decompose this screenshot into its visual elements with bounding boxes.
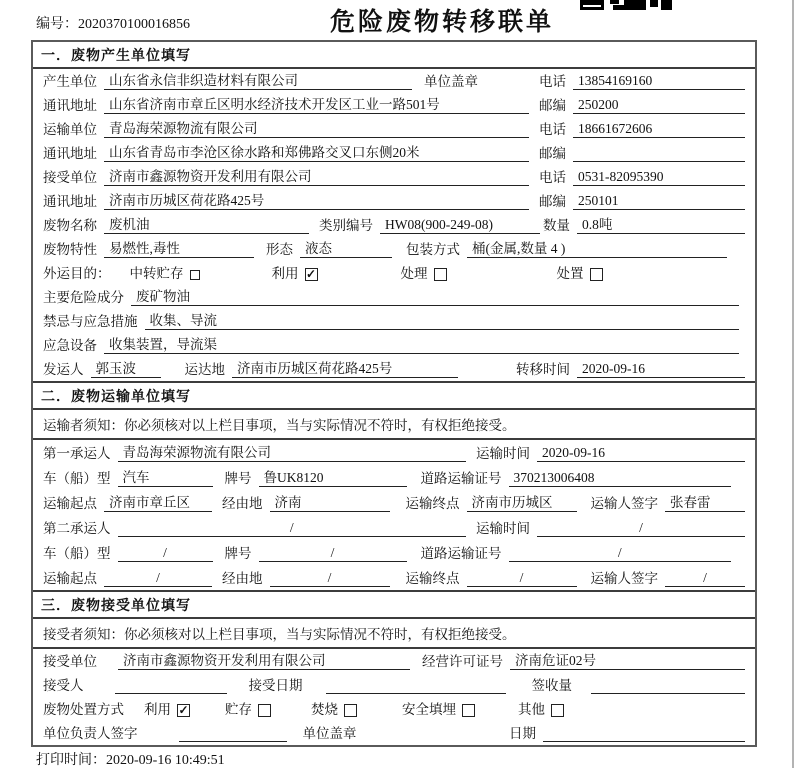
head-signature-label: 单位负责人签字 [43, 726, 138, 742]
receiver-phone-label: 电话 [539, 170, 566, 186]
emergency-equipment-row [33, 333, 755, 357]
disposal-method-label: 废物处置方式 [43, 702, 124, 718]
receiver-date-label: 日期 [509, 726, 536, 742]
emergency-measures-row [33, 309, 755, 333]
print-time-value: 2020-09-16 10:49:51 [106, 753, 225, 768]
quantity-label: 数量 [543, 218, 570, 234]
transporter-phone-label: 电话 [539, 122, 566, 138]
plate2-label: 牌号 [224, 546, 252, 562]
destination-value: 济南市历城区荷花路425号 [232, 361, 458, 378]
producer-zip-value: 250200 [573, 97, 745, 114]
transfer-time-label: 转移时间 [516, 362, 570, 378]
vehicle-type1-label: 车（船）型 [43, 471, 111, 487]
hazard-component-value: 废矿物油 [131, 289, 739, 306]
origin2-value: / [104, 570, 212, 587]
first-carrier-value: 青岛海荣源物流有限公司 [118, 445, 467, 462]
unit-seal-label: 单位盖章 [424, 74, 478, 90]
producer-address-label: 通讯地址 [43, 98, 97, 114]
receiver-zip-label: 邮编 [539, 194, 566, 210]
transfer-time-value: 2020-09-16 [577, 361, 745, 378]
via1-label: 经由地 [222, 496, 263, 512]
carrier-sign1-value: 张春雷 [665, 495, 745, 512]
road-permit1-value: 370213006408 [509, 470, 732, 487]
waste-character-label: 废物特性 [43, 242, 97, 258]
packing-value: 桶(金属,数量 4 ) [467, 241, 727, 258]
transporter-address-value: 山东省青岛市李沧区徐水路和郑佛路交叉口东侧20米 [104, 145, 529, 162]
section-receiver-header: 三．废物接受单位填写 [33, 592, 755, 619]
purpose-label: 外运目的： [43, 266, 111, 282]
end1-label: 运输终点 [405, 496, 460, 512]
emergency-measures-label: 禁忌与应急措施 [43, 314, 138, 330]
receiver-zip-value: 250101 [573, 193, 745, 210]
transport-time2-value: / [537, 520, 745, 537]
waste-character-row [33, 237, 755, 261]
license-value: 济南危证02号 [510, 653, 745, 670]
hazard-component-label: 主要危险成分 [43, 290, 124, 306]
producer-zip-label: 邮编 [539, 98, 566, 114]
second-carrier-value: / [118, 520, 467, 537]
unchecked-checkbox-icon [344, 704, 357, 717]
section-producer-header: 一．废物产生单位填写 [33, 42, 755, 69]
received-qty-label: 签收量 [531, 678, 572, 694]
route2-row [33, 565, 755, 590]
vehicle1-row [33, 465, 755, 490]
vehicle2-row [33, 540, 755, 565]
transporter-label: 运输单位 [43, 122, 97, 138]
emergency-measures-value: 收集、导流 [145, 313, 740, 330]
print-time-label: 打印时间： [36, 753, 106, 768]
receiver-seal-label: 单位盖章 [302, 726, 357, 742]
second-carrier-label: 第二承运人 [43, 521, 111, 537]
acceptor-row [33, 673, 755, 697]
category-value: HW08(900-249-08) [380, 217, 540, 234]
section-receiver [33, 590, 755, 745]
plate1-value: 鲁UK8120 [259, 470, 407, 487]
waste-name-value: 废机油 [104, 217, 309, 234]
transporter-value: 青岛海荣源物流有限公司 [104, 121, 529, 138]
form-label: 形态 [266, 242, 293, 258]
plate1-label: 牌号 [224, 471, 252, 487]
transporter-phone-value: 18661672606 [573, 121, 745, 138]
serial-number-line [36, 13, 190, 33]
transporter-zip-value [573, 146, 745, 162]
accept-date-value [326, 678, 506, 694]
checked-checkbox-icon: ✓ [305, 267, 317, 281]
unchecked-checkbox-icon [590, 268, 603, 281]
quantity-value: 0.8吨 [577, 217, 745, 234]
end2-label: 运输终点 [405, 571, 460, 587]
checked-checkbox-icon: ✓ [178, 703, 189, 717]
receiver-label: 接受单位 [43, 170, 97, 186]
head-signature-value [179, 726, 287, 742]
receiver-phone-value: 0531-82095390 [573, 169, 745, 186]
via2-value: / [270, 570, 390, 587]
purpose-option-treat: 处理 [401, 266, 447, 282]
acceptor-label: 接受人 [43, 678, 84, 694]
route1-row [33, 490, 755, 515]
receiver-notice: 接受者须知：你必须核对以上栏目事项，当与实际情况不符时，有权拒绝接受。 [33, 619, 755, 649]
transport-time2-label: 运输时间 [476, 521, 530, 537]
hazard-component-row [33, 285, 755, 309]
serial-label: 编号： [36, 17, 78, 32]
unchecked-checkbox-icon [462, 704, 475, 717]
first-carrier-label: 第一承运人 [43, 446, 111, 462]
waste-name-row [33, 213, 755, 237]
via2-label: 经由地 [222, 571, 263, 587]
emergency-equipment-value: 收集装置，导流渠 [104, 337, 739, 354]
unchecked-checkbox-icon [190, 270, 200, 280]
qr-code-fragment-icon [580, 0, 672, 10]
transporter-zip-label: 邮编 [539, 146, 566, 162]
section-transport [33, 381, 755, 590]
producer-phone-value: 13854169160 [573, 73, 745, 90]
emergency-equipment-label: 应急设备 [43, 338, 97, 354]
transport-time1-value: 2020-09-16 [537, 445, 745, 462]
producer-phone-label: 电话 [539, 74, 566, 90]
section-producer [33, 42, 755, 381]
manifest-form-table [31, 40, 757, 747]
carrier-sign2-value: / [665, 570, 745, 587]
road-permit2-value: / [509, 545, 732, 562]
print-time-line [36, 749, 225, 768]
accept-date-label: 接受日期 [248, 678, 303, 694]
shipper-value: 郭玉波 [91, 361, 161, 378]
unchecked-checkbox-icon [434, 268, 447, 281]
transporter-address-label: 通讯地址 [43, 146, 97, 162]
via1-value: 济南 [270, 495, 390, 512]
second-carrier-row [33, 515, 755, 540]
disposal-option-landfill: 安全填埋 [402, 702, 475, 718]
carrier-sign2-label: 运输人签字 [590, 571, 658, 587]
accept-unit-value: 济南市鑫源物资开发利用有限公司 [118, 653, 410, 670]
producer-address-value: 山东省济南市章丘区明水经济技术开发区工业一路501号 [104, 97, 529, 114]
end1-value: 济南市历城区 [467, 495, 577, 512]
origin1-value: 济南市章丘区 [104, 495, 212, 512]
origin1-label: 运输起点 [43, 496, 97, 512]
shipper-label: 发运人 [43, 362, 84, 378]
accept-unit-row [33, 649, 755, 673]
disposal-option-utilize: 利用 ✓ [144, 702, 189, 718]
purpose-option-transfer-storage: 中转贮存 [130, 266, 200, 282]
shipper-row [33, 357, 755, 381]
vehicle-type1-value: 汽车 [118, 470, 213, 487]
plate2-value: / [259, 545, 407, 562]
waste-name-label: 废物名称 [43, 218, 97, 234]
head-signature-row [33, 721, 755, 745]
packing-label: 包装方式 [406, 242, 460, 258]
destination-label: 运达地 [184, 362, 225, 378]
section-transport-header: 二．废物运输单位填写 [33, 383, 755, 410]
first-carrier-row [33, 440, 755, 465]
receiver-date-value [543, 726, 745, 742]
transporter-notice: 运输者须知：你必须核对以上栏目事项，当与实际情况不符时，有权拒绝接受。 [33, 410, 755, 440]
disposal-option-store: 贮存 [225, 702, 271, 718]
disposal-method-row [33, 697, 755, 721]
receiver-value: 济南市鑫源物资开发利用有限公司 [104, 169, 529, 186]
transporter-row [33, 117, 755, 141]
receiver-address-value: 济南市历城区荷花路425号 [104, 193, 529, 210]
received-qty-value [591, 678, 745, 694]
page-right-edge [792, 0, 794, 768]
category-label: 类别编号 [319, 218, 373, 234]
road-permit2-label: 道路运输证号 [420, 546, 502, 562]
receiver-address-row [33, 189, 755, 213]
producer-address-row [33, 93, 755, 117]
vehicle-type2-value: / [118, 545, 213, 562]
producer-value: 山东省永信非织造材料有限公司 [104, 73, 412, 90]
end2-value: / [467, 570, 577, 587]
disposal-option-other: 其他 [518, 702, 564, 718]
transporter-address-row [33, 141, 755, 165]
waste-character-value: 易燃性,毒性 [104, 241, 254, 258]
disposal-option-incinerate: 焚烧 [311, 702, 357, 718]
accept-unit-label: 接受单位 [43, 654, 97, 670]
producer-label: 产生单位 [43, 74, 97, 90]
origin2-label: 运输起点 [43, 571, 97, 587]
acceptor-value [115, 678, 227, 694]
producer-row [33, 69, 755, 93]
page-title: 危险废物转移联单 [330, 8, 555, 36]
serial-number: 2020370100016856 [78, 17, 190, 32]
purpose-option-dispose: 处置 [557, 266, 603, 282]
unchecked-checkbox-icon [551, 704, 564, 717]
transport-time1-label: 运输时间 [476, 446, 530, 462]
carrier-sign1-label: 运输人签字 [590, 496, 658, 512]
purpose-row [33, 261, 755, 285]
vehicle-type2-label: 车（船）型 [43, 546, 111, 562]
unchecked-checkbox-icon [258, 704, 271, 717]
receiver-address-label: 通讯地址 [43, 194, 97, 210]
license-label: 经营许可证号 [422, 654, 503, 670]
receiver-row [33, 165, 755, 189]
form-value: 液态 [300, 241, 392, 258]
road-permit1-label: 道路运输证号 [420, 471, 502, 487]
purpose-option-utilize: 利用 ✓ [271, 266, 317, 282]
